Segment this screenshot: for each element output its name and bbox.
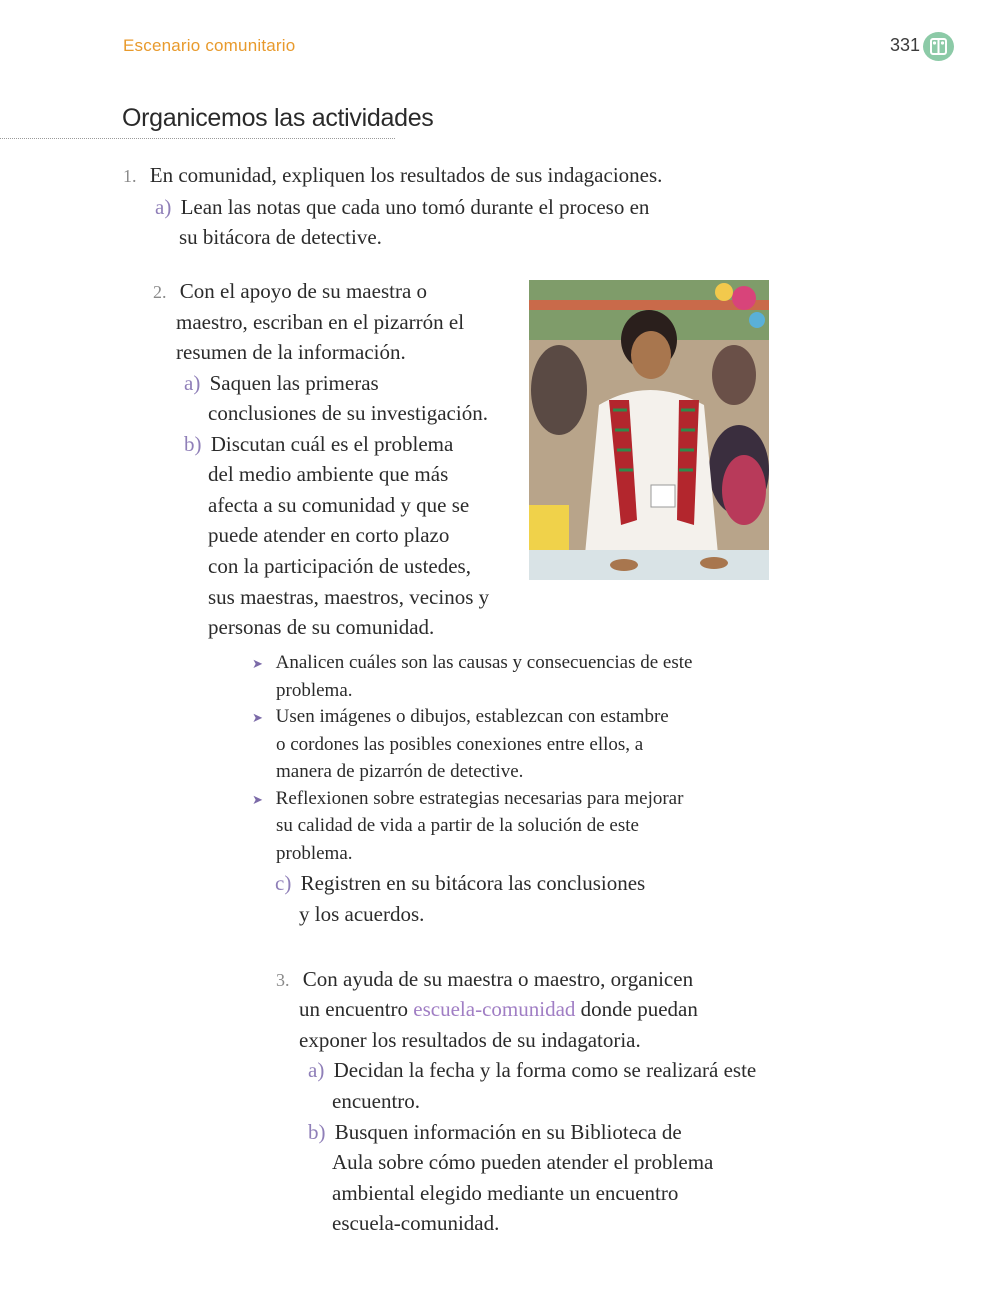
bullet-text-line: problema.: [276, 843, 353, 864]
item-2b: [184, 429, 453, 460]
item-text: donde puedan: [575, 997, 698, 1021]
item-text: Lean las notas que cada uno tomó durante el proceso en: [180, 195, 650, 219]
item-3a-line: encuentro.: [332, 1089, 421, 1113]
bullet-item: [252, 649, 692, 677]
arrowhead-bullet-icon: ➤: [252, 792, 263, 807]
item-3b-line: Aula sobre cómo pueden atender el problema: [332, 1150, 714, 1174]
item-letter: a): [184, 371, 201, 395]
arrowhead-bullet-icon: ➤: [252, 710, 263, 725]
item-text: Saquen las primeras: [209, 371, 379, 395]
reading-community-icon: [923, 32, 954, 61]
arrowhead-bullet-icon: ➤: [252, 656, 263, 671]
bullet-text-line: manera de pizarrón de detective.: [276, 761, 524, 782]
item-2b-line: del medio ambiente que más: [208, 462, 449, 486]
item-1a-cont: su bitácora de detective.: [179, 225, 382, 249]
page-number: 331: [890, 35, 921, 55]
item-3-line: [299, 994, 698, 1025]
bullet-text-line: o cordones las posibles conexiones entre ellos, a: [276, 734, 644, 755]
item-letter: a): [308, 1058, 325, 1082]
bullet-text-line: problema.: [276, 680, 353, 701]
item-number: 3.: [276, 970, 290, 990]
item-text: Decidan la fecha y la forma como se realizará este: [333, 1058, 757, 1082]
item-3b-line: escuela-comunidad.: [332, 1211, 500, 1235]
item-3-line: exponer los resultados de su indagatoria.: [299, 1028, 641, 1052]
item-2b-line: con la participación de ustedes,: [208, 554, 471, 578]
item-2c: [275, 868, 645, 899]
item-2c-line: y los acuerdos.: [299, 902, 425, 926]
item-letter: c): [275, 871, 292, 895]
escuela-comunidad-link[interactable]: escuela-comunidad: [413, 997, 576, 1021]
bullet-text: Analicen cuáles son las causas y consecuencias de este: [275, 652, 693, 673]
item-2b-line: puede atender en corto plazo: [208, 523, 450, 547]
item-1: [123, 160, 662, 192]
item-text: Discutan cuál es el problema: [210, 432, 454, 456]
item-1a: [155, 192, 649, 223]
item-2b-line: personas de su comunidad.: [208, 615, 435, 639]
section-title: Escenario comunitario: [123, 36, 296, 55]
item-number: 2.: [153, 282, 167, 302]
item-3b: [308, 1117, 682, 1148]
item-2: [153, 276, 427, 308]
item-text: En comunidad, expliquen los resultados de sus indagaciones.: [149, 163, 663, 187]
item-2-line: maestro, escriban en el pizarrón el: [176, 310, 465, 334]
item-3: [276, 964, 693, 996]
item-text: Con el apoyo de su maestra o: [179, 279, 428, 303]
item-3a: [308, 1055, 756, 1086]
item-2-line: resumen de la información.: [176, 340, 406, 364]
page-title: Organicemos las actividades: [122, 104, 434, 132]
item-2b-line: sus maestras, maestros, vecinos y: [208, 585, 490, 609]
item-letter: b): [184, 432, 202, 456]
item-text: un encuentro: [299, 997, 414, 1021]
item-2a: [184, 368, 379, 399]
item-text: Registren en su bitácora las conclusiones: [300, 871, 646, 895]
community-woman-photo: [529, 280, 769, 580]
item-number: 1.: [123, 166, 137, 186]
item-3b-line: ambiental elegido mediante un encuentro: [332, 1181, 679, 1205]
item-2a-line: conclusiones de su investigación.: [208, 401, 488, 425]
bullet-text: Usen imágenes o dibujos, establezcan con estambre: [275, 706, 669, 727]
item-2b-line: afecta a su comunidad y que se: [208, 493, 470, 517]
bullet-item: [252, 703, 669, 731]
bullet-text: Reflexionen sobre estrategias necesarias para mejorar: [275, 788, 684, 809]
item-text: Busquen información en su Biblioteca de: [334, 1120, 682, 1144]
title-divider: [0, 138, 395, 139]
item-letter: a): [155, 195, 172, 219]
item-letter: b): [308, 1120, 326, 1144]
bullet-text-line: su calidad de vida a partir de la solución de este: [276, 815, 639, 836]
item-text: Con ayuda de su maestra o maestro, organicen: [302, 967, 694, 991]
bullet-item: [252, 785, 683, 813]
